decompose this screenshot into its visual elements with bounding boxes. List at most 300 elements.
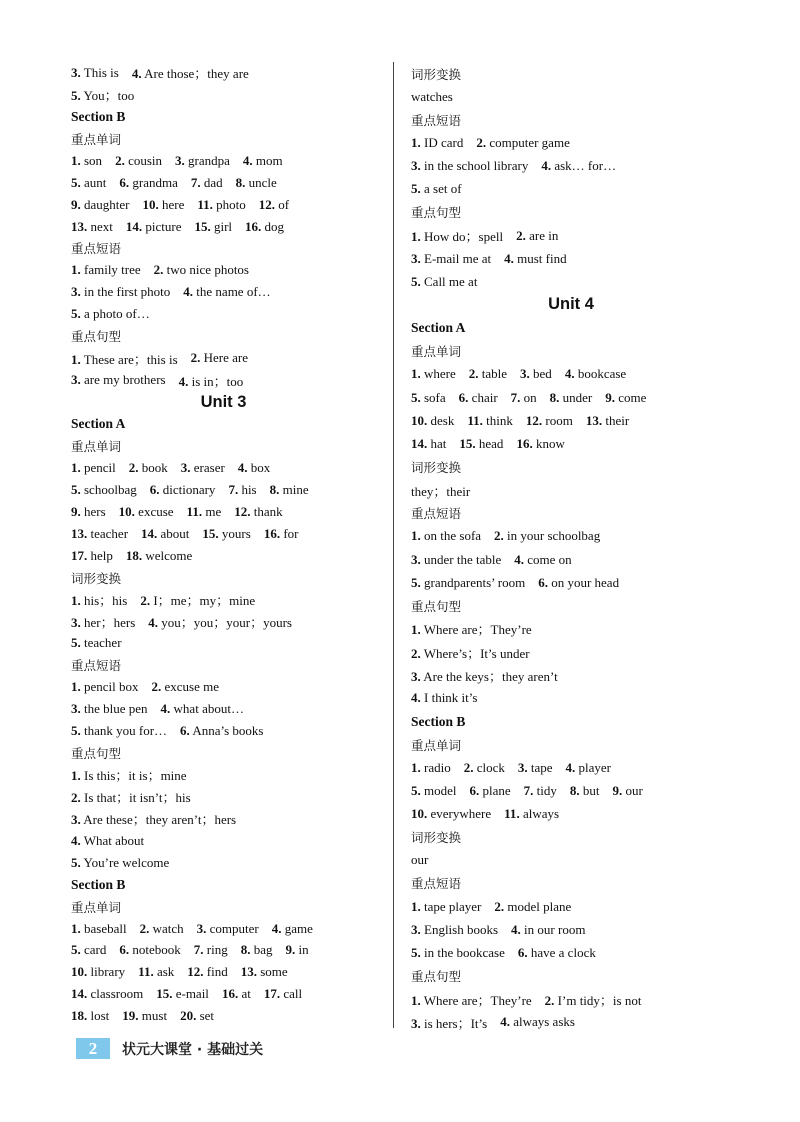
answer-item	[411, 899, 481, 915]
item-answer: radio	[424, 759, 451, 775]
item-answer: always asks	[513, 1014, 575, 1030]
item-number: 3	[196, 920, 204, 936]
item-number: 11	[138, 964, 151, 980]
item-answer: This is	[83, 64, 119, 80]
item-number-dot: .	[598, 412, 603, 428]
answer-item	[411, 366, 456, 382]
item-number: 5	[71, 635, 78, 651]
item-number-dot: .	[249, 152, 253, 168]
item-answer: his；his	[84, 592, 128, 608]
answer-item	[141, 526, 189, 542]
item-answer: cousin	[128, 152, 163, 168]
item-number-dot: .	[125, 174, 130, 190]
answer-item	[191, 175, 223, 191]
item-answer: I；me；my；mine	[153, 592, 256, 608]
item-answer: come	[618, 389, 647, 405]
item-answer: model	[424, 782, 457, 798]
item-number-dot: .	[84, 525, 88, 541]
item-number: 16	[263, 525, 277, 541]
item-number-dot: .	[529, 435, 533, 451]
item-answer: you；you；your；yours	[161, 614, 292, 630]
item-number: 7	[228, 481, 235, 497]
item-answer: tape	[530, 759, 553, 775]
answer-item	[504, 251, 566, 267]
item-number: 14	[411, 435, 424, 451]
item-number-dot: .	[169, 986, 173, 1002]
item-number-dot: .	[476, 782, 480, 798]
item-answer: classroom	[90, 986, 144, 1002]
item-number-dot: .	[77, 812, 81, 828]
item-answer: You’re welcome	[83, 854, 170, 870]
item-number-dot: .	[244, 459, 248, 475]
item-answer: grandparents’ room	[424, 574, 526, 590]
answer-item	[411, 666, 558, 685]
answer-item	[71, 306, 150, 322]
answer-item	[71, 372, 166, 388]
item-number-dot: .	[417, 574, 421, 590]
answer-item	[500, 1014, 575, 1030]
answer-row	[71, 523, 376, 545]
column-divider	[393, 62, 394, 1028]
item-answer: player	[578, 759, 612, 775]
answer-item	[179, 371, 244, 390]
item-number: 5	[71, 481, 78, 497]
item-number: 8	[549, 389, 557, 405]
item-answer: on your head	[551, 574, 620, 590]
answer-row	[71, 830, 376, 852]
item-number-dot: .	[572, 759, 576, 775]
answer-item	[197, 921, 259, 937]
item-answer: These are；this is	[83, 351, 178, 367]
item-answer: everywhere	[430, 806, 492, 822]
item-answer: E-mail me at	[424, 250, 492, 266]
answer-item	[605, 390, 646, 406]
item-number-dot: .	[138, 218, 143, 234]
item-answer: but	[582, 782, 600, 798]
item-number-dot: .	[200, 964, 204, 980]
answer-item	[516, 228, 558, 244]
page-number: 2	[76, 1038, 110, 1059]
item-number: 8	[269, 481, 277, 497]
item-number: 1	[71, 768, 78, 784]
answer-item	[565, 366, 626, 382]
item-answer: some	[260, 964, 288, 980]
answer-item	[243, 153, 283, 169]
item-answer: excuse me	[164, 679, 220, 695]
item-number-dot: .	[77, 372, 81, 388]
item-answer: in the bookcase	[424, 944, 505, 960]
item-number-dot: .	[77, 174, 81, 190]
item-number: 2	[128, 459, 136, 475]
item-number: 5	[411, 181, 418, 197]
answer-row	[411, 270, 731, 293]
item-number-dot: .	[417, 690, 421, 706]
item-answer: dictionary	[162, 481, 216, 497]
item-number-dot: .	[417, 273, 421, 289]
item-number: 12	[258, 196, 272, 212]
item-answer: mine	[282, 481, 309, 497]
item-number: 1	[411, 229, 418, 245]
item-answer: next	[90, 218, 113, 234]
item-number-dot: .	[576, 782, 580, 798]
answer-item	[181, 460, 225, 476]
item-number: 5	[411, 273, 418, 289]
item-number: 15	[156, 986, 170, 1002]
item-number: 3	[180, 459, 188, 475]
item-answer: Where are；They’re	[423, 622, 532, 638]
answer-item	[469, 366, 507, 382]
item-answer: thank	[253, 503, 283, 519]
item-number-dot: .	[556, 389, 560, 405]
section-title: Section A	[411, 320, 466, 336]
answer-row	[71, 940, 376, 962]
item-answer: head	[478, 435, 504, 451]
item-answer: bag	[253, 942, 273, 958]
item-number-dot: .	[154, 525, 158, 541]
answer-item	[71, 635, 122, 651]
item-answer: the blue pen	[84, 701, 148, 717]
answer-item	[236, 175, 277, 191]
item-number-dot: .	[138, 66, 142, 82]
item-number: 5	[71, 942, 78, 958]
item-number: 4	[541, 158, 548, 174]
item-number-dot: .	[77, 152, 81, 168]
answer-item	[71, 85, 134, 104]
item-number: 13	[71, 218, 84, 234]
item-answer: about	[160, 525, 190, 541]
item-number: 5	[71, 854, 78, 870]
item-answer: under	[562, 389, 593, 405]
item-answer: find	[206, 964, 228, 980]
item-answer: teacher	[90, 525, 129, 541]
answer-item	[187, 504, 222, 520]
item-number-dot: .	[417, 944, 421, 960]
answer-item	[411, 690, 477, 706]
answer-item	[411, 158, 528, 174]
item-number: 4	[411, 690, 418, 706]
item-number: 12	[234, 503, 248, 519]
item-number-dot: .	[77, 196, 81, 212]
item-number-dot: .	[510, 250, 514, 266]
answer-item	[411, 436, 446, 452]
plain-answer: watches	[411, 88, 453, 104]
category-heading: 重点单词	[71, 438, 122, 454]
item-answer: our	[625, 782, 643, 798]
item-number: 10	[411, 412, 424, 428]
item-number: 2	[190, 350, 198, 366]
answer-item	[494, 899, 571, 915]
item-number: 4	[564, 366, 572, 382]
item-answer: hat	[430, 435, 447, 451]
item-number-dot: .	[77, 942, 81, 958]
item-number-dot: .	[198, 503, 203, 519]
item-answer: card	[84, 942, 107, 958]
section-title: Section B	[71, 876, 126, 892]
item-number: 3	[411, 158, 418, 174]
answer-item	[71, 986, 143, 1002]
item-answer: tidy	[536, 782, 557, 798]
answer-item	[411, 806, 491, 822]
item-number: 6	[458, 389, 466, 405]
item-number-dot: .	[417, 992, 421, 1008]
item-answer: what about…	[173, 701, 244, 717]
answer-item	[115, 153, 162, 169]
item-number: 3	[71, 372, 78, 388]
item-number-dot: .	[417, 898, 421, 914]
answer-item	[119, 942, 180, 958]
answer-item	[140, 590, 255, 609]
answer-item	[71, 548, 113, 564]
item-answer: grandpa	[188, 152, 230, 168]
answer-item	[566, 760, 611, 776]
item-number-dot: .	[121, 152, 125, 168]
item-number-dot: .	[530, 782, 534, 798]
item-number-dot: .	[150, 964, 154, 980]
answer-row	[411, 918, 731, 941]
item-number: 9	[612, 782, 620, 798]
answer-item	[570, 783, 600, 799]
item-number: 6	[517, 944, 525, 960]
answer-item	[514, 552, 571, 568]
item-answer: set	[199, 1008, 215, 1024]
answer-item	[119, 504, 174, 520]
answer-row	[71, 62, 376, 84]
answer-item	[71, 723, 167, 739]
item-number-dot: .	[500, 528, 504, 544]
item-answer: girl	[213, 218, 233, 234]
answer-item	[518, 945, 596, 961]
item-answer: think	[486, 412, 513, 428]
answer-item	[129, 460, 168, 476]
answer-item	[150, 482, 216, 498]
item-answer: at	[241, 986, 251, 1002]
item-number: 6	[469, 782, 476, 798]
answer-item	[272, 921, 313, 937]
item-number-dot: .	[197, 174, 201, 190]
answer-item	[286, 942, 309, 958]
item-number-dot: .	[465, 389, 469, 405]
answer-item	[411, 922, 498, 938]
answer-item	[228, 482, 256, 498]
item-number: 10	[71, 964, 84, 980]
answer-item	[411, 990, 532, 1009]
item-number: 2	[411, 645, 418, 661]
item-answer: game	[284, 920, 313, 936]
item-number: 3	[175, 152, 182, 168]
item-number-dot: .	[77, 920, 81, 936]
item-number: 9	[71, 196, 78, 212]
item-number: 14	[71, 986, 84, 1002]
answer-row	[411, 1011, 731, 1034]
item-number: 13	[71, 525, 84, 541]
item-number: 3	[411, 1015, 418, 1031]
item-answer: where	[424, 366, 456, 382]
item-answer: lost	[90, 1008, 110, 1024]
answer-row	[71, 676, 376, 698]
answer-item	[71, 701, 148, 717]
item-answer: How do；spell	[424, 229, 504, 245]
item-number-dot: .	[77, 306, 81, 322]
item-number: 16	[221, 986, 235, 1002]
answer-item	[411, 390, 446, 406]
item-number-dot: .	[77, 854, 81, 870]
answer-item	[245, 219, 284, 235]
answer-row	[71, 457, 376, 479]
item-answer: their	[605, 412, 630, 428]
answer-item	[264, 526, 299, 542]
answer-item	[467, 413, 513, 429]
answer-item	[411, 181, 462, 197]
answer-row	[411, 941, 731, 964]
item-answer: for	[283, 525, 299, 541]
answer-row	[411, 363, 731, 386]
item-answer: Here are	[203, 350, 249, 366]
answer-row	[71, 852, 376, 874]
item-number: 12	[525, 412, 539, 428]
item-answer: teacher	[84, 635, 122, 651]
category-heading: 重点句型	[411, 205, 462, 221]
item-number-dot: .	[517, 921, 521, 937]
item-number-dot: .	[470, 759, 474, 775]
item-number: 1	[71, 679, 78, 695]
answer-row	[71, 720, 376, 742]
item-number: 5	[71, 88, 78, 104]
item-number: 5	[411, 782, 418, 798]
item-number-dot: .	[181, 152, 185, 168]
item-number: 6	[180, 723, 187, 739]
item-number: 2	[139, 920, 147, 936]
item-number-dot: .	[417, 782, 421, 798]
item-number: 1	[71, 920, 78, 936]
item-number: 1	[71, 592, 78, 608]
answer-item	[526, 413, 573, 429]
item-number-dot: .	[417, 250, 421, 266]
item-number: 10	[142, 196, 156, 212]
item-answer: watch	[152, 920, 184, 936]
answer-item	[71, 590, 127, 609]
answer-item	[524, 783, 557, 799]
answer-item	[411, 135, 463, 151]
item-number-dot: .	[77, 768, 81, 784]
item-answer: English books	[424, 921, 499, 937]
answer-item	[122, 1008, 167, 1024]
item-answer: have a clock	[530, 944, 596, 960]
item-answer: Are these；they aren’t；hers	[83, 812, 237, 828]
answer-item	[459, 436, 503, 452]
item-number: 13	[585, 412, 599, 428]
item-number-dot: .	[84, 547, 88, 563]
item-number: 17	[263, 986, 277, 1002]
answer-item	[518, 760, 553, 776]
answer-item	[516, 436, 564, 452]
item-number: 3	[71, 64, 78, 80]
item-answer: excuse	[138, 503, 174, 519]
item-number: 4	[565, 759, 573, 775]
answer-item	[613, 783, 643, 799]
item-answer: I’m tidy；is not	[557, 992, 642, 1008]
item-number-dot: .	[156, 481, 160, 497]
item-number: 6	[538, 574, 545, 590]
item-number-dot: .	[522, 227, 526, 243]
item-number: 1	[71, 351, 78, 367]
answer-row	[411, 641, 731, 664]
answer-item	[126, 219, 182, 235]
answer-row	[411, 779, 731, 802]
section-title: Section B	[71, 108, 126, 124]
item-number-dot: .	[417, 551, 421, 567]
answer-row	[411, 756, 731, 779]
book-title: 状元大课堂 · 基础过关	[122, 1041, 264, 1058]
item-answer: thank you for…	[84, 723, 168, 739]
item-number: 3	[411, 921, 418, 937]
item-number: 5	[411, 574, 418, 590]
item-answer: Where’s；It’s under	[423, 645, 530, 661]
item-answer: computer	[209, 920, 259, 936]
item-answer: call	[283, 986, 303, 1002]
item-number-dot: .	[517, 389, 521, 405]
item-number-dot: .	[417, 759, 421, 775]
answer-item	[411, 274, 477, 290]
item-answer: I think it’s	[424, 690, 478, 706]
item-number-dot: .	[77, 88, 81, 104]
item-number: 1	[411, 366, 418, 382]
item-answer: daughter	[84, 196, 130, 212]
item-number: 2	[71, 790, 78, 806]
item-number: 17	[71, 547, 84, 563]
answer-row	[71, 983, 376, 1005]
item-number-dot: .	[417, 366, 421, 382]
answer-row	[71, 150, 376, 172]
item-number-dot: .	[417, 622, 421, 638]
item-number: 1	[411, 528, 418, 544]
item-number: 15	[202, 525, 216, 541]
item-answer: her；hers	[84, 614, 136, 630]
item-number: 2	[544, 992, 552, 1008]
answer-item	[132, 63, 249, 82]
item-answer: here	[161, 196, 185, 212]
item-number: 3	[71, 812, 78, 828]
item-answer: pencil	[84, 459, 116, 475]
item-number-dot: .	[77, 635, 81, 651]
item-number: 11	[467, 412, 480, 428]
answer-item	[71, 921, 127, 937]
item-number-dot: .	[234, 481, 239, 497]
item-number-dot: .	[516, 806, 520, 822]
answer-item	[194, 942, 228, 958]
item-answer: What about	[83, 832, 145, 848]
item-number-dot: .	[544, 574, 548, 590]
item-number: 5	[71, 306, 78, 322]
item-answer: table	[481, 366, 508, 382]
item-number-dot: .	[77, 790, 81, 806]
item-answer: me	[205, 503, 222, 519]
answer-item	[154, 262, 249, 278]
answer-item	[411, 1013, 487, 1032]
answer-item	[71, 942, 106, 958]
item-number-dot: .	[276, 481, 280, 497]
answer-row	[71, 84, 376, 106]
item-answer: is in；too	[191, 373, 244, 389]
answer-item	[476, 135, 570, 151]
category-heading: 重点句型	[411, 969, 462, 985]
answer-item	[511, 390, 537, 406]
item-number-dot: .	[138, 547, 143, 563]
item-number: 7	[193, 942, 201, 958]
item-number: 7	[190, 174, 198, 190]
answer-row	[411, 988, 731, 1011]
category-heading: 重点句型	[411, 598, 462, 614]
answer-row	[411, 803, 731, 826]
